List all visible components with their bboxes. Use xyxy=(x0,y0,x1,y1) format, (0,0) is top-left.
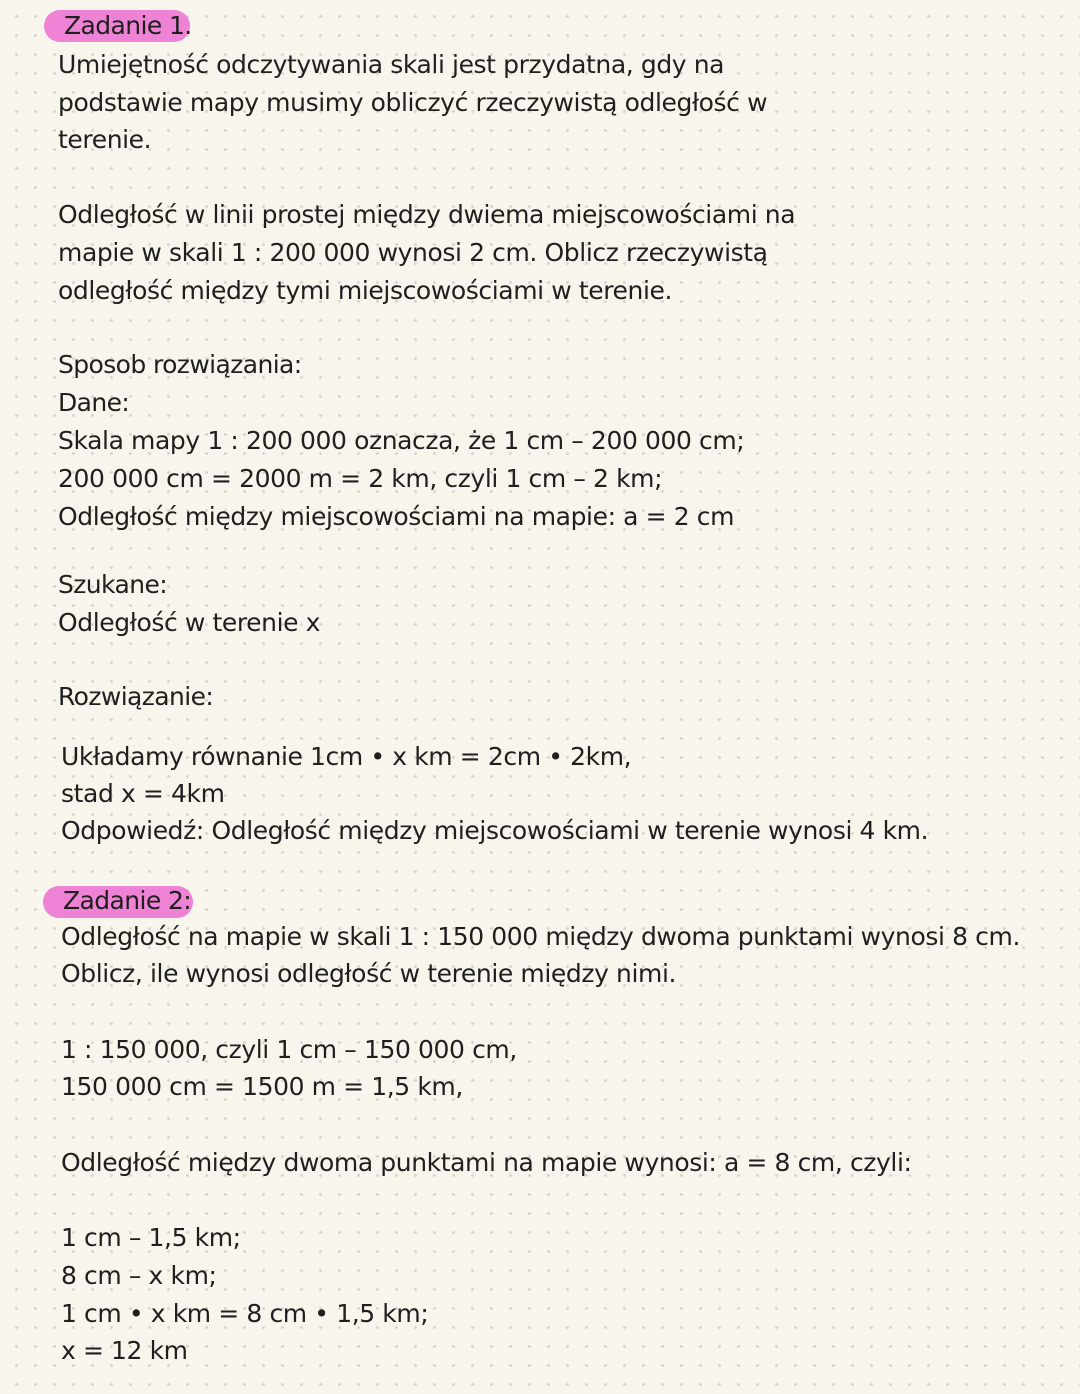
task1-intro-line: terenie. xyxy=(58,125,152,154)
step-line: x = 12 km xyxy=(61,1336,188,1365)
step-line: 1 cm • x km = 8 cm • 1,5 km; xyxy=(61,1299,429,1328)
given-line: 200 000 cm = 2000 m = 2 km, czyli 1 cm – 2 km; xyxy=(58,464,663,493)
solution-label: Rozwiązanie: xyxy=(58,682,214,711)
task2-problem-line: Odległość na mapie w skali 1 : 150 000 między dwoma punktami wynosi 8 cm. xyxy=(61,922,1020,951)
task1-heading-block xyxy=(44,9,194,43)
given-label: Dane: xyxy=(58,388,130,417)
given-line: Skala mapy 1 : 200 000 oznacza, że 1 cm – 200 000 cm; xyxy=(58,426,745,455)
task1-intro-line: Umiejętność odczytywania skali jest przydatna, gdy na xyxy=(58,50,725,79)
task1-intro-line: podstawie mapy musimy obliczyć rzeczywistą odległość w xyxy=(58,88,768,117)
step-line: 8 cm – x km; xyxy=(61,1261,217,1290)
solution-line: Układamy równanie 1cm • x km = 2cm • 2km, xyxy=(61,742,632,771)
conversion-line: 150 000 cm = 1500 m = 1,5 km, xyxy=(61,1072,463,1101)
task2-heading: Zadanie 2: xyxy=(63,886,192,915)
task1-problem-line: odległość między tymi miejscowościami w terenie. xyxy=(58,276,673,305)
task1-problem-line: mapie w skali 1 : 200 000 wynosi 2 cm. Oblicz rzeczywistą xyxy=(58,238,768,267)
method-label: Sposob rozwiązania: xyxy=(58,350,302,379)
task1-problem-line: Odległość w linii prostej między dwiema miejscowościami na xyxy=(58,200,796,229)
task2-problem-line: Oblicz, ile wynosi odległość w terenie między nimi. xyxy=(61,959,677,988)
conversion-line: 1 : 150 000, czyli 1 cm – 150 000 cm, xyxy=(61,1035,517,1064)
given-line: Odległość między miejscowościami na mapie: a = 2 cm xyxy=(58,502,735,531)
step-line: 1 cm – 1,5 km; xyxy=(61,1223,241,1252)
distance-line: Odległość między dwoma punktami na mapie wynosi: a = 8 cm, czyli: xyxy=(61,1148,912,1177)
task1-heading: Zadanie 1. xyxy=(64,11,192,40)
answer-line: Odpowiedź: Odległość między miejscowościami w terenie wynosi 4 km. xyxy=(61,816,929,845)
sought-line: Odległość w terenie x xyxy=(58,608,321,637)
sought-label: Szukane: xyxy=(58,570,168,599)
solution-line: stad x = 4km xyxy=(61,779,225,808)
task2-heading-block xyxy=(43,884,195,918)
